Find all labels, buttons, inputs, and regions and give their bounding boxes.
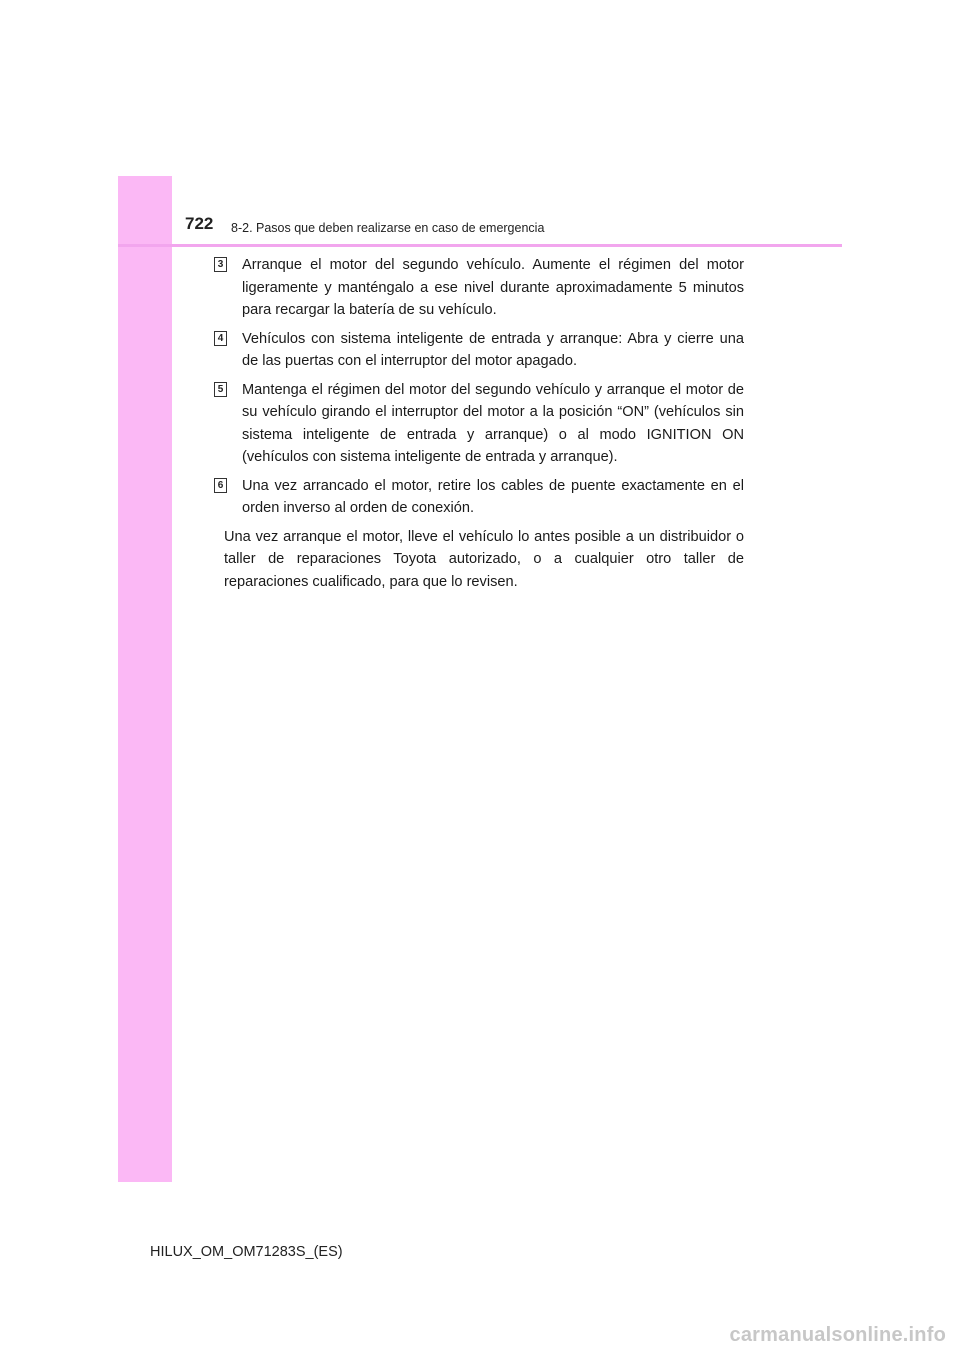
- step-number-badge: 4: [214, 331, 227, 346]
- steps-list: [214, 254, 744, 593]
- step-item: [214, 475, 744, 520]
- watermark-link[interactable]: carmanualsonline.info: [729, 1324, 946, 1346]
- step-text: Una vez arrancado el motor, retire los cables de puente exactamente en el orden inverso al orden de conexión.: [242, 477, 744, 516]
- step-item: [214, 254, 744, 322]
- step-text: Mantenga el régimen del motor del segundo vehículo y arranque el motor de su vehículo girando el interruptor del motor a la posición “ON” (vehículos sin sistema inteligente de entrada y arranque) o al modo IGNITION ON (vehículos con sistema inteligente de entrada y arranque).: [242, 381, 744, 465]
- step-text: Arranque el motor del segundo vehículo. Aumente el régimen del motor ligeramente y manténgalo a ese nivel durante aproximadamente 5 minutos para recargar la batería de su vehículo.: [242, 257, 744, 318]
- step-number-badge: 5: [214, 382, 227, 397]
- document-id: HILUX_OM_OM71283S_(ES): [150, 1244, 343, 1260]
- step-item: [214, 379, 744, 469]
- page-number: 722: [185, 214, 214, 233]
- side-color-band: [118, 176, 172, 1182]
- section-title: 8-2. Pasos que deben realizarse en caso de emergencia: [231, 221, 545, 235]
- header-divider: [118, 244, 842, 247]
- step-number-badge: 3: [214, 257, 227, 272]
- step-item: [214, 328, 744, 373]
- closing-paragraph: Una vez arranque el motor, lleve el vehículo lo antes posible a un distribuidor o taller de reparaciones Toyota autorizado, o a cualquier otro taller de reparaciones cualificado, para que lo revisen.: [224, 528, 744, 590]
- step-text: Vehículos con sistema inteligente de entrada y arranque: Abra y cierre una de las puertas con el interruptor del motor apagado.: [242, 330, 744, 369]
- step-number-badge: 6: [214, 478, 227, 493]
